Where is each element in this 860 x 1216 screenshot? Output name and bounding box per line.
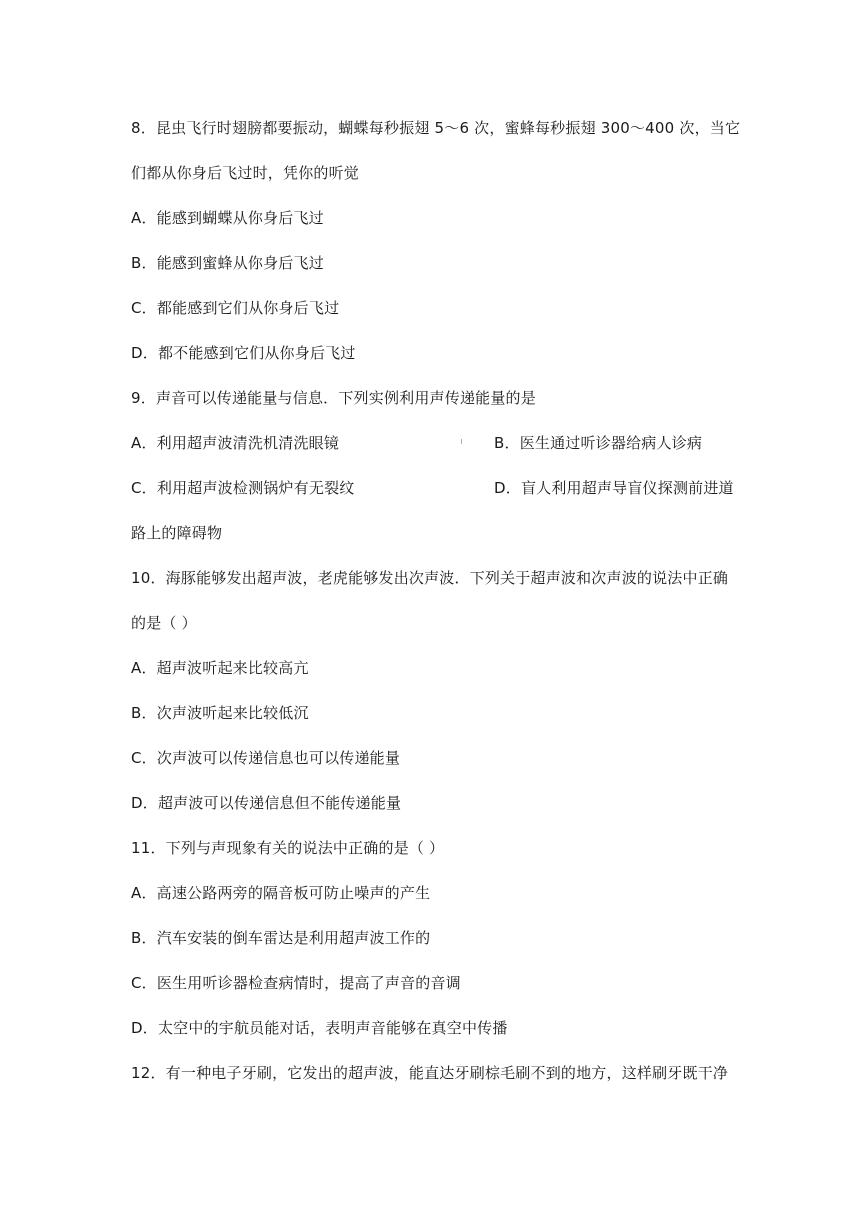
stray-mark <box>461 439 462 444</box>
q11-option-c: C．医生用听诊器检查病情时，提高了声音的音调 <box>131 974 461 992</box>
q10-option-a: A．超声波听起来比较高亢 <box>131 659 309 677</box>
q11-stem: 11．下列与声现象有关的说法中正确的是（ ） <box>131 839 445 857</box>
q8-option-d: D．都不能感到它们从你身后飞过 <box>131 344 356 362</box>
q12-stem-line1: 12．有一种电子牙刷，它发出的超声波，能直达牙刷棕毛刷不到的地方，这样刷牙既干净 <box>131 1064 729 1082</box>
q9-option-d-continued: 路上的障碍物 <box>131 524 223 542</box>
q10-stem-line2: 的是（ ） <box>131 614 197 632</box>
q8-stem-line2: 们都从你身后飞过时，凭你的听觉 <box>131 164 360 182</box>
q11-option-d: D．太空中的宇航员能对话，表明声音能够在真空中传播 <box>131 1019 508 1037</box>
q10-option-d: D．超声波可以传递信息但不能传递能量 <box>131 794 402 812</box>
q8-stem-line1: 8．昆虫飞行时翅膀都要振动，蝴蝶每秒振翅 5～6 次，蜜蜂每秒振翅 300～400 次，当它 <box>131 119 741 137</box>
q11-option-b: B．汽车安装的倒车雷达是利用超声波工作的 <box>131 929 431 947</box>
q8-option-b: B．能感到蜜蜂从你身后飞过 <box>131 254 324 272</box>
q9-option-d: D．盲人利用超声导盲仪探测前进道 <box>494 479 734 497</box>
q8-option-a: A．能感到蝴蝶从你身后飞过 <box>131 209 324 227</box>
q11-option-a: A．高速公路两旁的隔音板可防止噪声的产生 <box>131 884 431 902</box>
q9-option-a: A．利用超声波清洗机清洗眼镜 <box>131 434 340 452</box>
q10-option-c: C．次声波可以传递信息也可以传递能量 <box>131 749 401 767</box>
q9-stem: 9．声音可以传递能量与信息．下列实例利用声传递能量的是 <box>131 389 536 407</box>
q10-stem-line1: 10．海豚能够发出超声波，老虎能够发出次声波．下列关于超声波和次声波的说法中正确 <box>131 569 729 587</box>
q8-option-c: C．都能感到它们从你身后飞过 <box>131 299 340 317</box>
q9-option-c: C．利用超声波检测锅炉有无裂纹 <box>131 479 355 497</box>
q10-option-b: B．次声波听起来比较低沉 <box>131 704 309 722</box>
q9-option-b: B．医生通过听诊器给病人诊病 <box>494 434 703 452</box>
